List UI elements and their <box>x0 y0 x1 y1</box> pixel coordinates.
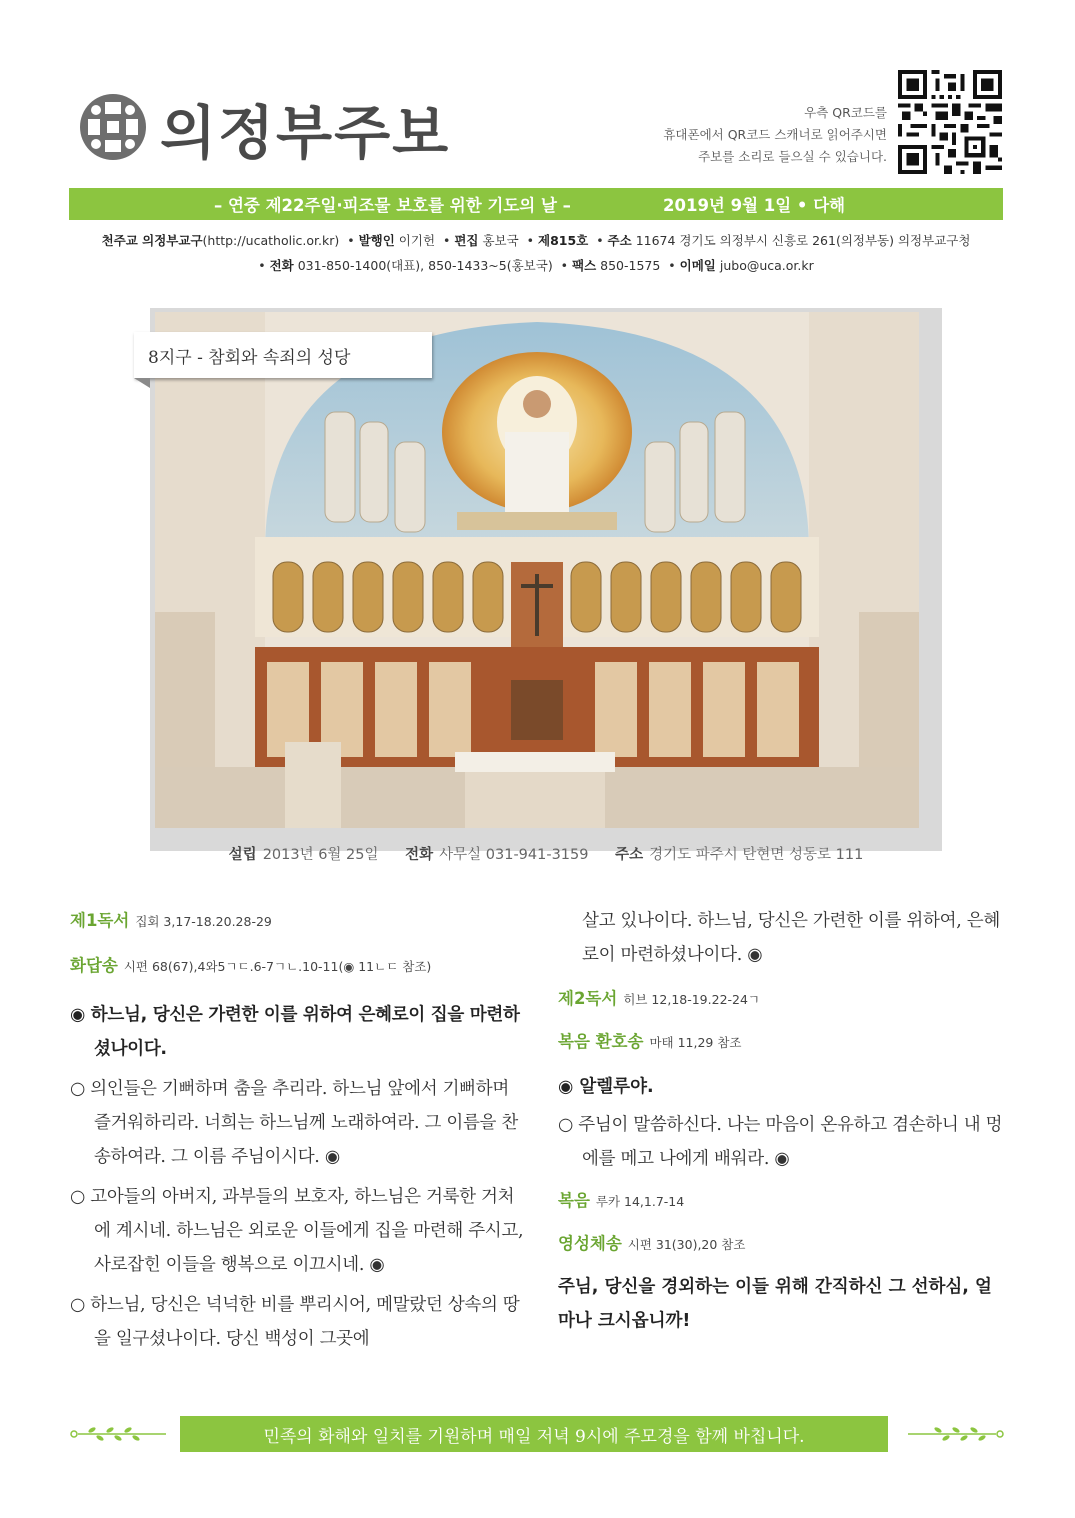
psalm-verse-3-continued: 살고 있나이다. 하느님, 당신은 가련한 이를 위하여, 은혜로이 마련하셨나이다. ◉ <box>582 911 1000 965</box>
issue-subtitle: – 연중 제22주일·피조물 보호를 위한 기도의 날 – <box>214 196 571 215</box>
acclamation-label: 복음 환호송 <box>558 1032 644 1051</box>
psalm-response: ◉ 하느님, 당신은 가련한 이를 위하여 은혜로이 집을 마련하셨나이다. <box>70 1005 520 1059</box>
prayer-banner: 민족의 화해와 일치를 기원하며 매일 저녁 9시에 주모경을 함께 바칩니다. <box>180 1416 888 1452</box>
issue-date: 2019년 9월 1일 • 다해 <box>663 196 846 215</box>
psalm-label: 화답송 <box>70 956 118 975</box>
church-caption: 설립 2013년 6월 25일 전화 사무실 031-941-3159 주소 경기도 파주시 탄현면 성동로 111 <box>228 847 864 863</box>
psalm-ref: 시편 68(67),4와5ㄱㄷ.6-7ㄱㄴ.10-11(◉ 11ㄴㄷ 참조) <box>123 959 432 974</box>
psalm-verse-3: ○ 하느님, 당신은 넉넉한 비를 뿌리시어, 메말랐던 상속의 땅을 일구셨나이다. 당신 백성이 그곳에 <box>70 1295 520 1349</box>
diocese-url[interactable]: (http://ucatholic.or.kr) <box>202 233 340 248</box>
issue-banner <box>69 188 1003 220</box>
communion-ref: 시편 31(30),20 참조 <box>627 1237 746 1252</box>
qr-code-icon[interactable] <box>898 70 1002 174</box>
email-link[interactable]: jubo@uca.or.kr <box>719 258 814 273</box>
second-reading-label: 제2독서 <box>558 989 618 1008</box>
readings-right-column <box>558 904 1006 1338</box>
qr-instructions: 우측 QR코드를 휴대폰에서 QR코드 스캐너로 읽어주시면 주보를 소리로 들으실 수 있습니다. <box>663 105 887 164</box>
publisher-info: 천주교 의정부교구(http://ucatholic.or.kr) • 발행인 이기헌 • 편집 홍보국 • 제815호 • 주소 11674 경기도 의정부시 신흥로 261(의정부동) 의정부교구청 • 전화 031-850-1400(대표), 850-1433~5(홍보국) • 팩스 850-1575 • 이메일 jubo@uca.or.kr <box>101 233 971 273</box>
first-reading-ref: 집회 3,17-18.20.28-29 <box>135 914 272 929</box>
alleluia-response: ◉ 알렐루야. <box>558 1077 654 1097</box>
psalm-verse-2: ○ 고아들의 아버지, 과부들의 보호자, 하느님은 거룩한 거처에 계시네. 하느님은 외로운 이들에게 집을 마련해 주시고, 사로잡힌 이들을 행복으로 이끄시네. ◉ <box>70 1187 524 1275</box>
page-title: 의정부주보 <box>160 99 451 167</box>
church-tag: 8지구 - 참회와 속죄의 성당 <box>134 332 432 378</box>
tag-fold <box>134 378 150 388</box>
vine-ornament-left-icon <box>70 1425 166 1443</box>
logo-icon <box>78 92 148 162</box>
diocese-label: 천주교 의정부교구 <box>101 233 203 248</box>
gospel-label: 복음 <box>558 1191 590 1210</box>
acclamation-verse: ○ 주님이 말씀하신다. 나는 마음이 온유하고 겸손하니 내 멍에를 메고 나에게 배워라. ◉ <box>558 1115 1003 1169</box>
gospel-ref: 루카 14,1.7-14 <box>595 1194 685 1209</box>
readings-left-column <box>70 904 530 1356</box>
issue-number: 제815호 <box>538 233 589 248</box>
second-reading-ref: 히브 12,18-19.22-24ㄱ <box>623 992 761 1007</box>
vine-ornament-right-icon <box>908 1425 1004 1443</box>
acclamation-ref: 마태 11,29 참조 <box>649 1035 742 1050</box>
church-interior-photo <box>155 312 919 828</box>
communion-antiphon: 주님, 당신을 경외하는 이들 위해 간직하신 그 선하심, 얼마나 크시옵니까! <box>558 1277 992 1331</box>
communion-label: 영성체송 <box>558 1234 622 1253</box>
psalm-verse-1: ○ 의인들은 기뻐하며 춤을 추리라. 하느님 앞에서 기뻐하며 즐거워하리라. 너희는 하느님께 노래하여라. 그 이름을 찬송하여라. 그 이름 주님이시다. ◉ <box>70 1079 519 1167</box>
first-reading-label: 제1독서 <box>70 911 130 930</box>
